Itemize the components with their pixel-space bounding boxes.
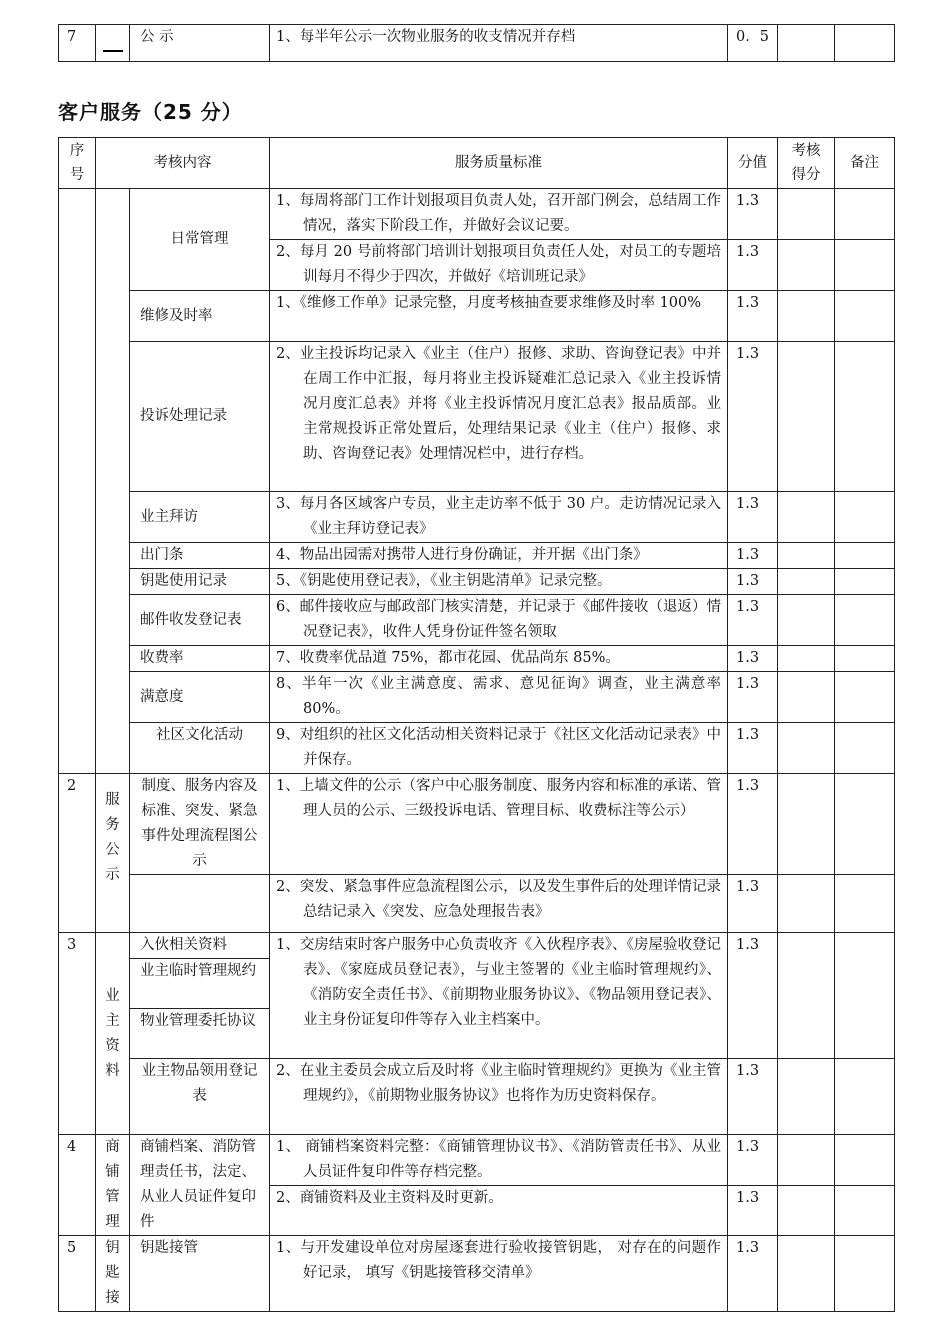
category-char: 务 [105, 817, 120, 833]
main-table [58, 137, 895, 774]
remark-cell [835, 875, 895, 933]
category-char: 匙 [105, 1265, 120, 1281]
score-cell: 1.3 [728, 1236, 778, 1312]
table-row [59, 646, 895, 672]
item-cell: 出门条 [130, 543, 270, 569]
item-cell: 投诉处理记录 [130, 342, 270, 492]
standard-cell [270, 342, 728, 492]
standard-cell [270, 189, 728, 240]
standard-cell [270, 291, 728, 342]
item-cell: 日常管理 [130, 189, 270, 291]
standard-text: 1、上墙文件的公示（客户中心服务制度、服务内容和标准的承诺、管理人员的公示、三级投诉电话、管理目标、收费标注等公示） [276, 778, 721, 819]
remark-cell [835, 672, 895, 723]
header-assess: 考核得分 [778, 138, 835, 189]
score-cell: 1.3 [728, 543, 778, 569]
item-cell: 物业管理委托协议 [130, 1009, 270, 1059]
score-cell: 1.3 [728, 569, 778, 595]
score-cell: 1.3 [728, 1186, 778, 1236]
item-cell: 社区文化活动 [130, 723, 270, 774]
remark-cell [835, 1186, 895, 1236]
table-row [59, 1236, 895, 1312]
table-row [59, 492, 895, 543]
assess-cell [778, 875, 835, 933]
standard-text: 1、 商铺档案资料完整：《商铺管理协议书》、《消防管责任书》、从业人员证件复印件等存档完整。 [276, 1139, 721, 1180]
category-char: 服 [105, 792, 120, 808]
table-row [59, 342, 895, 492]
standard-text: 8、半年一次《业主满意度、需求、意见征询》调查，业主满意率 80%。 [276, 676, 721, 717]
standard-cell [270, 774, 728, 875]
row-no: 5 [59, 1236, 96, 1312]
remark-cell [835, 240, 895, 291]
table-row [59, 291, 895, 342]
category-char: 铺 [105, 1164, 120, 1180]
assess-cell [778, 543, 835, 569]
remark-cell [835, 25, 895, 62]
assess-cell [778, 1186, 835, 1236]
standard-cell: 1、每半年公示一次物业服务的收支情况并存档 [270, 25, 728, 62]
category-char: 钥 [105, 1240, 120, 1256]
category-cell [96, 1236, 130, 1312]
assess-cell [778, 342, 835, 492]
standard-cell [270, 1236, 728, 1312]
remark-cell [835, 1135, 895, 1186]
score-cell: 1.3 [728, 189, 778, 240]
score-cell: 1.3 [728, 240, 778, 291]
category-cell [96, 774, 130, 933]
score-cell: 1.3 [728, 672, 778, 723]
category-char: 资 [105, 1037, 120, 1054]
remark-cell [835, 1236, 895, 1312]
row-no: 7 [59, 25, 96, 62]
table-row [59, 25, 895, 62]
standard-text: 9、对组织的社区文化活动相关资料记录于《社区文化活动记录表》中并保存。 [276, 727, 721, 768]
remark-cell [835, 646, 895, 672]
standard-cell [270, 672, 728, 723]
remark-cell [835, 774, 895, 875]
category-char: 公 [105, 842, 120, 858]
standard-text: 1、与开发建设单位对房屋逐套进行验收接管钥匙， 对存在的问题作好记录， 填写《钥匙接管移交清单》 [276, 1240, 721, 1281]
category-char: 料 [105, 1062, 120, 1079]
remark-cell [835, 933, 895, 1059]
item-cell: 业主拜访 [130, 492, 270, 543]
standard-cell [270, 595, 728, 646]
score-cell: 1.3 [728, 723, 778, 774]
assess-cell [778, 672, 835, 723]
table-row [59, 189, 895, 240]
standard-cell [270, 569, 728, 595]
item-cell: 业主临时管理规约 [130, 959, 270, 1009]
item-cell: 业主物品领用登记表 [130, 1059, 270, 1135]
standard-cell [270, 1135, 728, 1186]
standard-text: 1、《维修工作单》记录完整，月度考核抽查要求维修及时率 100% [276, 295, 702, 311]
table-row [59, 595, 895, 646]
standard-cell [270, 1186, 728, 1236]
category-char: 理 [105, 1214, 120, 1230]
lower-table [58, 773, 895, 1312]
score-cell: 1.3 [728, 492, 778, 543]
score-cell: 1.3 [728, 933, 778, 1059]
table-row [59, 1059, 895, 1135]
remark-cell [835, 189, 895, 240]
standard-cell [270, 933, 728, 1059]
score-cell: 1.3 [728, 1059, 778, 1135]
assess-cell [778, 595, 835, 646]
score-cell: 1.3 [728, 774, 778, 875]
category-char: 主 [105, 1012, 120, 1029]
standard-cell [270, 543, 728, 569]
category-cell [96, 1135, 130, 1236]
remark-cell [835, 723, 895, 774]
table-row [59, 875, 895, 933]
category-char: 接 [105, 1290, 120, 1306]
standard-cell [270, 1059, 728, 1135]
assess-cell [778, 723, 835, 774]
header-remark: 备注 [835, 138, 895, 189]
remark-cell [835, 595, 895, 646]
table-row [59, 774, 895, 875]
table-row [59, 1135, 895, 1186]
row-no [59, 189, 96, 774]
remark-cell [835, 291, 895, 342]
standard-text: 1、交房结束时客户服务中心负责收齐《入伙程序表》、《房屋验收登记表》、《家庭成员登记表》，与业主签署的《业主临时管理规约》、《消防安全责任书》、《前期物业服务协议》、《物品领用登记表》、业主身份证复印件等存入业主档案中。 [276, 937, 721, 1028]
table-row [59, 569, 895, 595]
standard-text: 2、在业主委员会成立后及时将《业主临时管理规约》更换为《业主管理规约》，《前期物业服务协议》也将作为历史资料保存。 [276, 1063, 721, 1104]
header-row [59, 138, 895, 189]
remark-cell [835, 569, 895, 595]
category-cell [96, 933, 130, 1135]
assess-cell [778, 1059, 835, 1135]
standard-text: 3、每月各区域客户专员，业主走访率不低于 30 户。走访情况记录入《业主拜访登记表》 [276, 496, 721, 537]
score-cell: 1.3 [728, 646, 778, 672]
section-title: 客户服务（25 分） [58, 100, 243, 124]
category-char: 商 [105, 1139, 120, 1155]
remark-cell [835, 1059, 895, 1135]
item-cell: 钥匙接管 [130, 1236, 270, 1312]
category-char: 示 [105, 867, 120, 883]
standard-text: 5、《钥匙使用登记表》，《业主钥匙清单》记录完整。 [276, 573, 612, 589]
standard-text: 7、收费率优品道 75%，都市花园、优品尚东 85%。 [276, 650, 620, 666]
header-standard: 服务质量标准 [270, 138, 728, 189]
assess-cell [778, 569, 835, 595]
category-char: 管 [105, 1189, 120, 1205]
assess-cell [778, 646, 835, 672]
top-table [58, 24, 895, 62]
table-row [59, 543, 895, 569]
cell-blank [96, 25, 130, 62]
table-row [59, 723, 895, 774]
header-no: 序号 [59, 138, 96, 189]
row-no: 2 [59, 774, 96, 933]
assess-cell [778, 774, 835, 875]
score-cell: 1.3 [728, 1135, 778, 1186]
assess-cell [778, 1135, 835, 1186]
score-cell: 1.3 [728, 291, 778, 342]
standard-text: 2、商铺资料及业主资料及时更新。 [276, 1190, 503, 1206]
assess-cell [778, 240, 835, 291]
standard-cell [270, 723, 728, 774]
header-content: 考核内容 [96, 138, 270, 189]
row-no: 4 [59, 1135, 96, 1236]
header-score: 分值 [728, 138, 778, 189]
standard-cell [270, 646, 728, 672]
score-cell: 1.3 [728, 342, 778, 492]
score-cell: 0．5 [728, 25, 778, 62]
standard-text: 2、每月 20 号前将部门培训计划报项目负责任人处，对员工的专题培训每月不得少于四次，并做好《培训班记录》 [276, 244, 721, 285]
table-row [59, 933, 895, 959]
item-cell: 维修及时率 [130, 291, 270, 342]
assess-cell [778, 492, 835, 543]
item-cell: 制度、服务内容及标准、突发、紧急事件处理流程图公示 [130, 774, 270, 875]
standard-text: 2、业主投诉均记录入《业主（住户）报修、求助、咨询登记表》中并在周工作中汇报，每月将业主投诉疑难汇总记录入《业主投诉情况月度汇总表》并将《业主投诉情况月度汇总表》报品质部。业主常规投诉正常处置后，处理结果记录《业主（住户）报修、求助、咨询登记表》处理情况栏中，进行存档。 [276, 346, 721, 462]
item-cell: 钥匙使用记录 [130, 569, 270, 595]
remark-cell [835, 543, 895, 569]
standard-cell [270, 875, 728, 933]
assess-cell [778, 1236, 835, 1312]
standard-cell [270, 492, 728, 543]
assess-cell [778, 291, 835, 342]
item-cell: 收费率 [130, 646, 270, 672]
category-char: 业 [105, 987, 120, 1004]
assess-cell [778, 25, 835, 62]
standard-text: 4、物品出园需对携带人进行身份确证，并开据《出门条》 [276, 547, 648, 563]
standard-text: 6、邮件接收应与邮政部门核实清楚，并记录于《邮件接收（退返）情况登记表》，收件人凭身份证件签名领取 [276, 599, 721, 640]
category-cell [96, 189, 130, 774]
item-cell: 满意度 [130, 672, 270, 723]
remark-cell [835, 492, 895, 543]
item-cell: 入伙相关资料 [130, 933, 270, 959]
score-cell: 1.3 [728, 595, 778, 646]
item-cell-blank [130, 875, 270, 933]
item-cell: 商铺档案、消防管理责任书，法定、从业人员证件复印件 [130, 1135, 270, 1236]
remark-cell [835, 342, 895, 492]
assess-cell [778, 933, 835, 1059]
assess-cell [778, 189, 835, 240]
standard-cell [270, 240, 728, 291]
standard-text: 2、突发、紧急事件应急流程图公示，以及发生事件后的处理详情记录总结记录入《突发、应急处理报告表》 [276, 879, 721, 920]
score-cell: 1.3 [728, 875, 778, 933]
item-cell: 公 示 [130, 25, 270, 62]
standard-text: 1、每周将部门工作计划报项目负责人处，召开部门例会，总结周工作情况，落实下阶段工作，并做好会议记要。 [276, 193, 721, 234]
row-no: 3 [59, 933, 96, 1135]
item-cell: 邮件收发登记表 [130, 595, 270, 646]
table-row [59, 672, 895, 723]
